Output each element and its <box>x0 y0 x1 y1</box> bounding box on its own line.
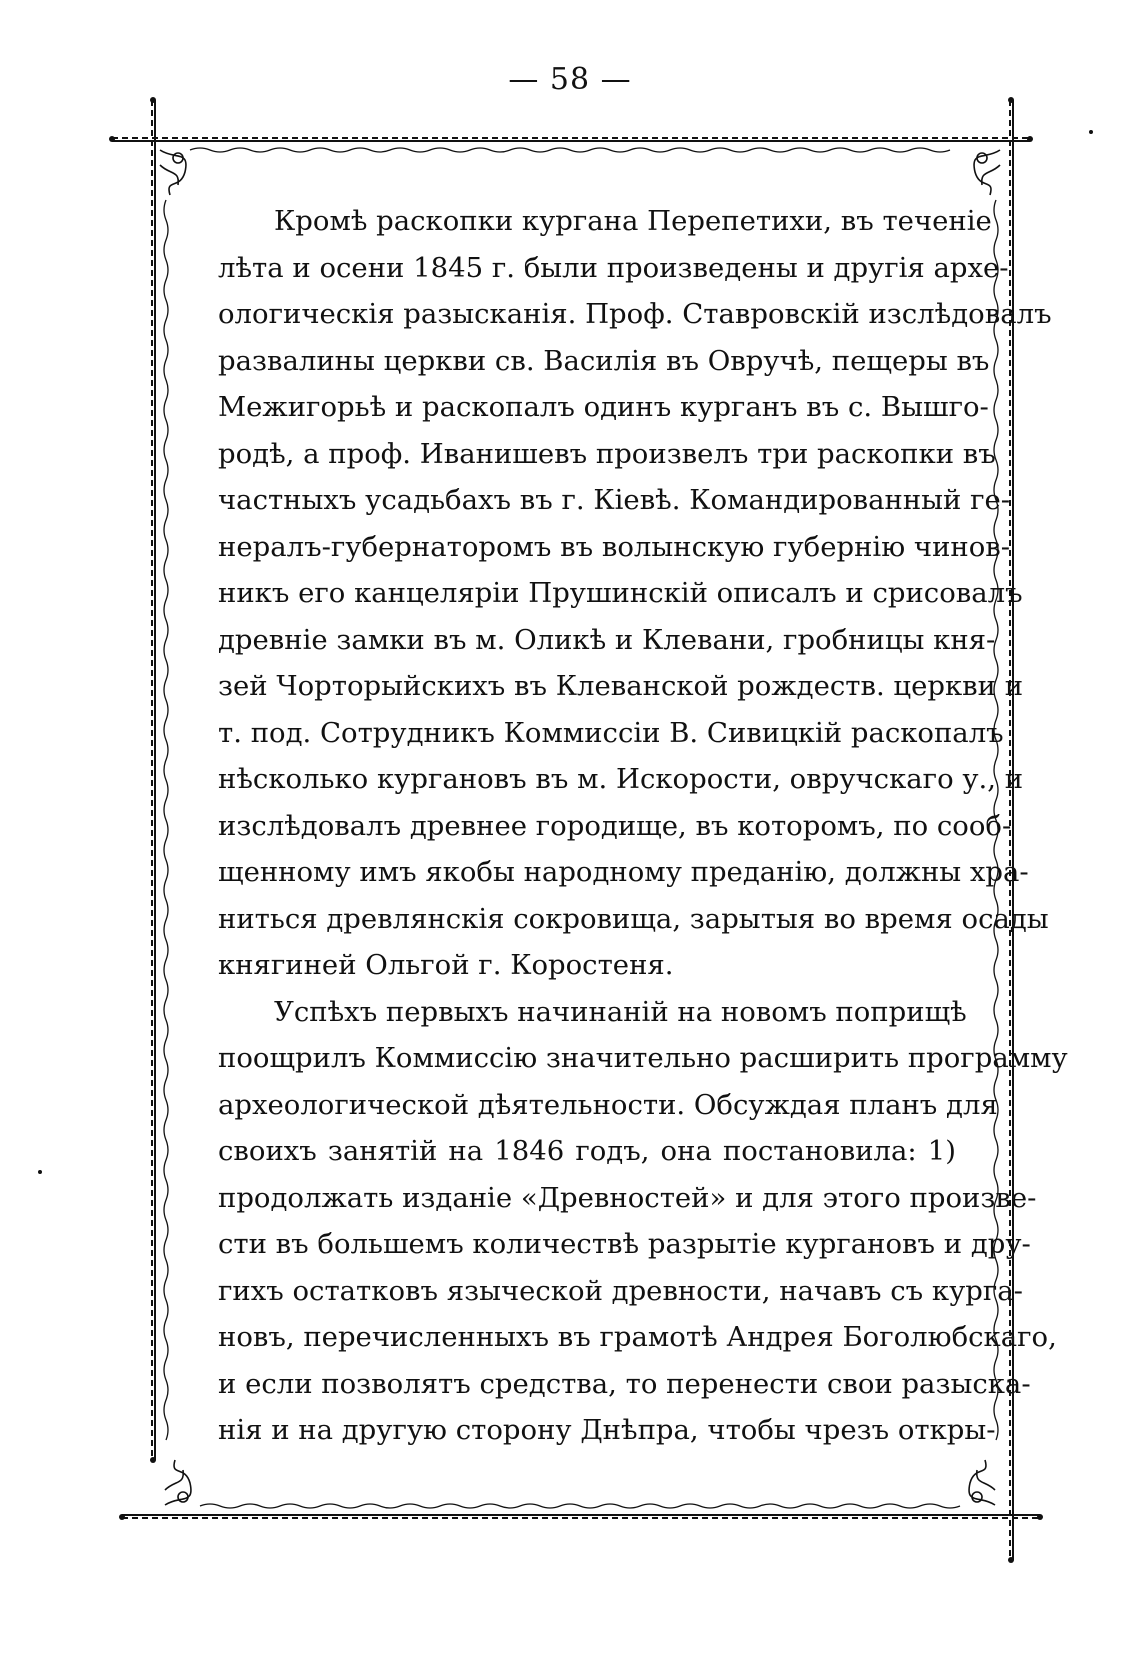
text-line: Межигорьѣ и раскопалъ одинъ курганъ въ с. Вышго- <box>218 391 989 423</box>
text-line: гихъ остатковъ языческой древности, начавъ съ курга- <box>218 1274 1023 1307</box>
page-number: — 58 — <box>508 62 632 97</box>
text-line: щенному имъ якобы народному преданію, должны хра- <box>218 856 1029 888</box>
text-line: нералъ-губернаторомъ въ волынскую губернію чинов- <box>218 530 1011 563</box>
text-line: нія и на другую сторону Днѣпра, чтобы чрезъ откры- <box>218 1414 996 1446</box>
text-line: археологической дѣятельности. Обсуждая планъ для <box>218 1088 998 1121</box>
text-line: Успѣхъ первыхъ начинаній на новомъ поприщѣ <box>274 995 967 1028</box>
text-line: сти въ большемъ количествѣ разрытіе кургановъ и дру- <box>218 1228 1031 1260</box>
text-line: никъ его канцеляріи Прушинскій описалъ и срисовалъ <box>218 577 1023 609</box>
text-line: древніе замки въ м. Оликѣ и Клевани, гробницы кня- <box>218 623 996 656</box>
text-line: родѣ, а проф. Иванишевъ произвелъ три раскопки въ <box>218 437 996 470</box>
text-line: нѣсколько кургановъ въ м. Искорости, овручскаго у., и <box>218 763 1024 795</box>
text-line: новъ, перечисленныхъ въ грамотѣ Андрея Боголюбскаго, <box>218 1321 1057 1353</box>
text-line: ологическія разысканія. Проф. Ставровскій изслѣдовалъ <box>218 298 1052 330</box>
text-line: частныхъ усадьбахъ въ г. Кіевѣ. Командированный ге- <box>218 484 1011 516</box>
text-line: продолжать изданіе «Древностей» и для этого произве- <box>218 1181 1037 1214</box>
text-line: зей Чорторыйскихъ въ Клеванской рождеств. церкви и <box>218 670 1024 702</box>
text-line: изслѣдовалъ древнее городище, въ которомъ, по сооб- <box>218 809 1012 842</box>
paragraph-2 <box>218 989 1068 1454</box>
text-line: своихъ занятій на 1846 годъ, она постановила: 1) <box>218 1135 956 1167</box>
text-line: княгиней Ольгой г. Коростеня. <box>218 949 674 981</box>
paragraph-1 <box>218 198 1052 989</box>
text-line: и если позволятъ средства, то перенести свои разыска- <box>218 1367 1031 1400</box>
body-text <box>218 198 1068 1454</box>
text-line: Кромѣ раскопки кургана Перепетихи, въ теченіе <box>274 205 992 237</box>
text-line: развалины церкви св. Василія въ Овручѣ, пещеры въ <box>218 344 990 377</box>
text-line: ниться древлянскія сокровища, зарытыя во время осады <box>218 902 1049 935</box>
text-line: лѣта и осени 1845 г. были произведены и другія архе- <box>218 251 1009 284</box>
text-line: т. под. Сотрудникъ Коммиссіи В. Сивицкій раскопалъ <box>218 716 1004 749</box>
text-line: поощрилъ Коммиссію значительно расширить программу <box>218 1042 1068 1074</box>
